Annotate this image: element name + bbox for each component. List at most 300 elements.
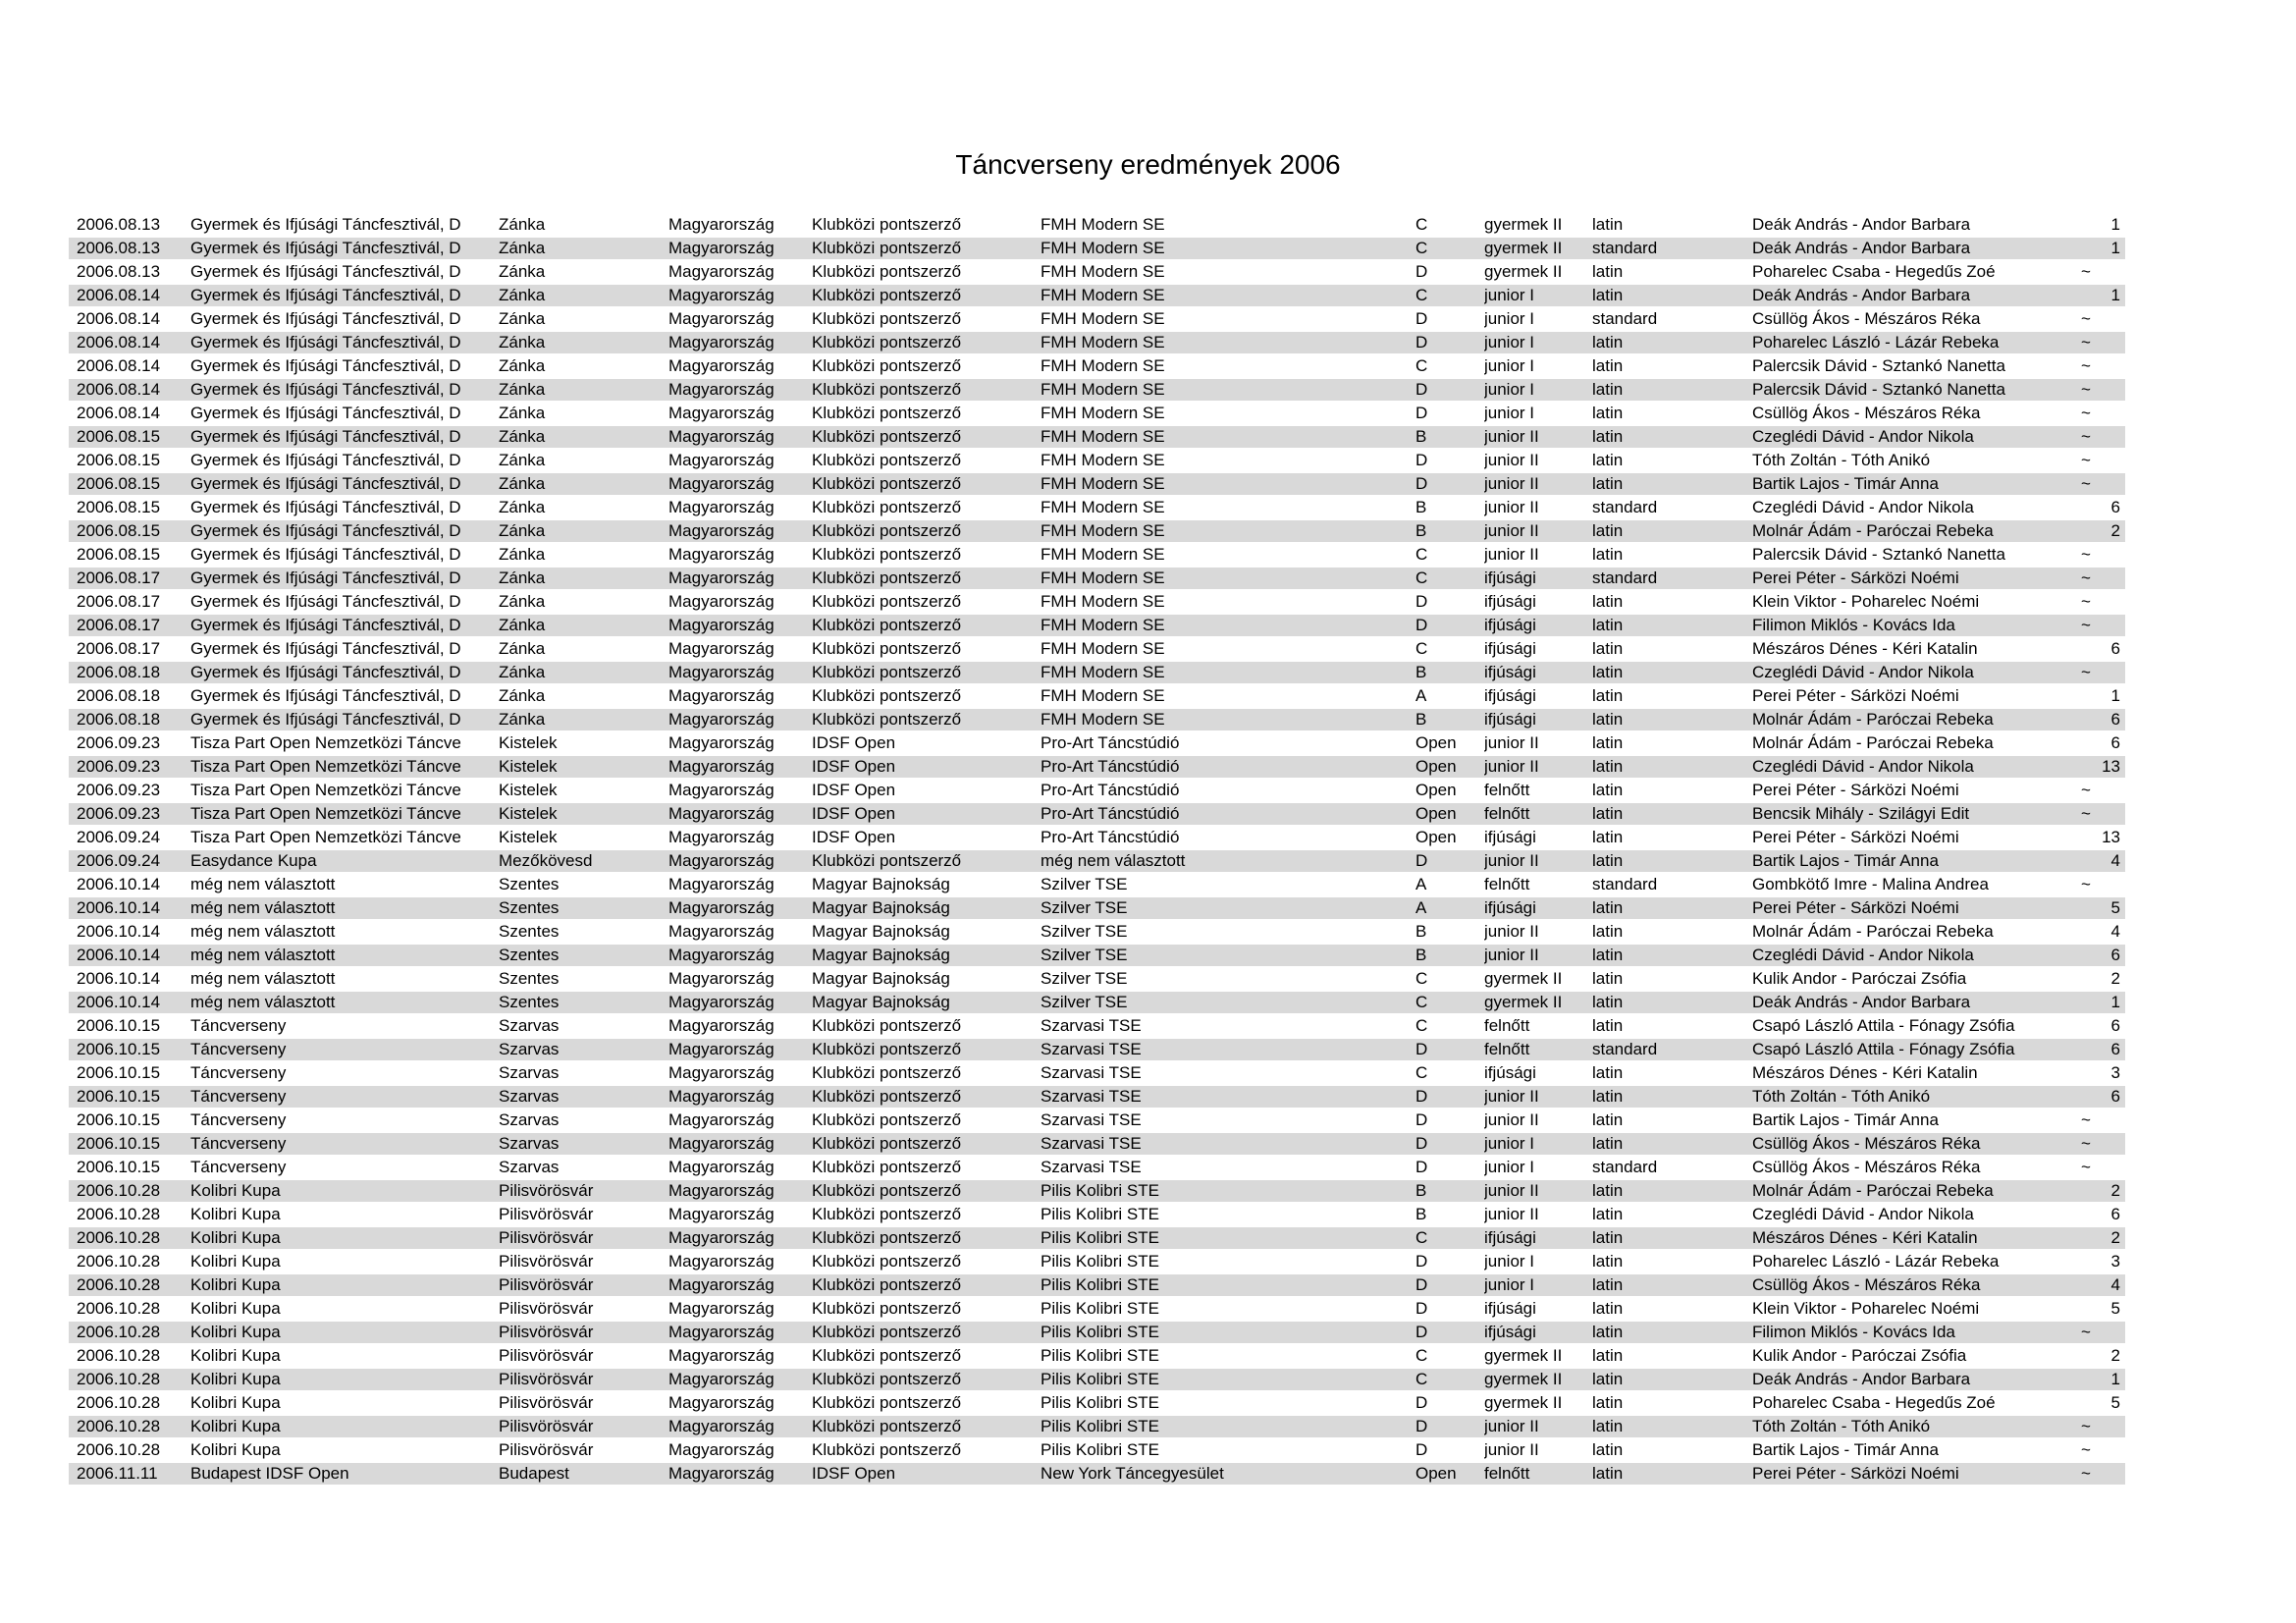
cell-result: ~: [2081, 875, 2091, 893]
cell-couple: Kulik Andor - Paróczai Zsófia: [1752, 969, 1967, 988]
cell-country: Magyarország: [668, 1040, 774, 1058]
cell-age_group: junior II: [1484, 1087, 1539, 1106]
cell-club: Pilis Kolibri STE: [1041, 1275, 1159, 1294]
cell-club: FMH Modern SE: [1041, 498, 1165, 516]
cell-event: Gyermek és Ifjúsági Táncfesztivál, D: [190, 309, 461, 328]
cell-country: Magyarország: [668, 1346, 774, 1365]
cell-competition_type: Klubközi pontszerző: [812, 568, 962, 587]
cell-couple: Palercsik Dávid - Sztankó Nanetta: [1752, 356, 2005, 375]
cell-club: FMH Modern SE: [1041, 404, 1165, 422]
cell-couple: Poharelec Csaba - Hegedűs Zoé: [1752, 262, 1996, 281]
cell-style: standard: [1592, 239, 1658, 257]
cell-couple: Deák András - Andor Barbara: [1752, 1370, 1971, 1388]
cell-competition_type: Klubközi pontszerző: [812, 1346, 962, 1365]
cell-class: C: [1415, 568, 1428, 587]
cell-country: Magyarország: [668, 1440, 774, 1459]
table-row: [69, 638, 2125, 662]
cell-competition_type: Magyar Bajnokság: [812, 946, 950, 964]
cell-couple: Molnár Ádám - Paróczai Rebeka: [1752, 733, 1994, 752]
cell-competition_type: Magyar Bajnokság: [812, 922, 950, 941]
cell-date: 2006.08.14: [77, 404, 161, 422]
cell-couple: Csüllög Ákos - Mészáros Réka: [1752, 1158, 1981, 1176]
cell-result: ~: [2081, 380, 2091, 399]
cell-club: Szarvasi TSE: [1041, 1040, 1142, 1058]
cell-competition_type: Klubközi pontszerző: [812, 1228, 962, 1247]
cell-location: Zánka: [499, 474, 546, 493]
cell-class: B: [1415, 427, 1427, 446]
cell-date: 2006.08.17: [77, 616, 161, 634]
cell-competition_type: IDSF Open: [812, 804, 896, 823]
cell-club: Pilis Kolibri STE: [1041, 1181, 1159, 1200]
cell-club: FMH Modern SE: [1041, 427, 1165, 446]
table-row: [69, 497, 2125, 520]
table-row: [69, 1369, 2125, 1392]
cell-result: ~: [2081, 1417, 2091, 1435]
table-row: [69, 1015, 2125, 1039]
cell-location: Zánka: [499, 309, 546, 328]
cell-competition_type: Klubközi pontszerző: [812, 380, 962, 399]
cell-club: Pilis Kolibri STE: [1041, 1370, 1159, 1388]
cell-date: 2006.08.13: [77, 239, 161, 257]
cell-couple: Deák András - Andor Barbara: [1752, 239, 1971, 257]
cell-event: még nem választott: [190, 922, 336, 941]
cell-competition_type: Klubközi pontszerző: [812, 1299, 962, 1318]
cell-club: FMH Modern SE: [1041, 333, 1165, 352]
cell-class: D: [1415, 1299, 1428, 1318]
cell-result: 13: [2102, 757, 2120, 776]
cell-country: Magyarország: [668, 498, 774, 516]
cell-date: 2006.11.11: [77, 1464, 158, 1483]
cell-style: latin: [1592, 427, 1624, 446]
table-row: [69, 1251, 2125, 1274]
cell-club: FMH Modern SE: [1041, 663, 1165, 681]
cell-club: Szilver TSE: [1041, 875, 1128, 893]
cell-event: Gyermek és Ifjúsági Táncfesztivál, D: [190, 404, 461, 422]
cell-age_group: junior I: [1484, 1275, 1535, 1294]
cell-class: D: [1415, 309, 1428, 328]
cell-club: FMH Modern SE: [1041, 356, 1165, 375]
table-row: [69, 850, 2125, 874]
cell-event: Gyermek és Ifjúsági Táncfesztivál, D: [190, 616, 461, 634]
cell-event: Gyermek és Ifjúsági Táncfesztivál, D: [190, 521, 461, 540]
cell-location: Zánka: [499, 710, 546, 729]
cell-event: Kolibri Kupa: [190, 1205, 281, 1223]
cell-style: latin: [1592, 804, 1624, 823]
cell-age_group: gyermek II: [1484, 993, 1563, 1011]
cell-class: D: [1415, 1110, 1428, 1129]
cell-club: FMH Modern SE: [1041, 286, 1165, 304]
cell-competition_type: Klubközi pontszerző: [812, 616, 962, 634]
cell-competition_type: Klubközi pontszerző: [812, 309, 962, 328]
cell-location: Zánka: [499, 333, 546, 352]
cell-couple: Molnár Ádám - Paróczai Rebeka: [1752, 922, 1994, 941]
cell-class: D: [1415, 1417, 1428, 1435]
cell-class: D: [1415, 1158, 1428, 1176]
cell-country: Magyarország: [668, 545, 774, 564]
cell-club: Pilis Kolibri STE: [1041, 1252, 1159, 1271]
cell-age_group: felnőtt: [1484, 804, 1530, 823]
cell-class: B: [1415, 946, 1427, 964]
cell-result: 6: [2110, 498, 2120, 516]
table-row: [69, 1416, 2125, 1439]
cell-event: Táncverseny: [190, 1110, 287, 1129]
cell-country: Magyarország: [668, 474, 774, 493]
cell-style: latin: [1592, 1181, 1624, 1200]
cell-style: latin: [1592, 616, 1624, 634]
cell-age_group: junior II: [1484, 757, 1539, 776]
cell-result: 6: [2110, 1087, 2120, 1106]
cell-competition_type: Magyar Bajnokság: [812, 875, 950, 893]
cell-result: 3: [2110, 1252, 2120, 1271]
cell-event: Kolibri Kupa: [190, 1181, 281, 1200]
cell-date: 2006.08.15: [77, 451, 161, 469]
table-row: [69, 473, 2125, 497]
cell-event: Gyermek és Ifjúsági Táncfesztivál, D: [190, 710, 461, 729]
cell-competition_type: Klubközi pontszerző: [812, 1323, 962, 1341]
cell-style: latin: [1592, 474, 1624, 493]
cell-country: Magyarország: [668, 1252, 774, 1271]
cell-event: Gyermek és Ifjúsági Táncfesztivál, D: [190, 592, 461, 611]
cell-location: Szentes: [499, 969, 560, 988]
cell-result: 6: [2110, 733, 2120, 752]
cell-class: D: [1415, 851, 1428, 870]
cell-country: Magyarország: [668, 969, 774, 988]
cell-event: Gyermek és Ifjúsági Táncfesztivál, D: [190, 427, 461, 446]
cell-couple: Bartik Lajos - Timár Anna: [1752, 1110, 1939, 1129]
cell-country: Magyarország: [668, 781, 774, 799]
cell-country: Magyarország: [668, 404, 774, 422]
cell-style: latin: [1592, 262, 1624, 281]
cell-style: latin: [1592, 380, 1624, 399]
cell-club: Pilis Kolibri STE: [1041, 1417, 1159, 1435]
cell-location: Pilisvörösvár: [499, 1323, 594, 1341]
cell-age_group: junior II: [1484, 733, 1539, 752]
cell-club: Szilver TSE: [1041, 946, 1128, 964]
table-row: [69, 544, 2125, 568]
cell-style: latin: [1592, 898, 1624, 917]
cell-result: 6: [2110, 1016, 2120, 1035]
cell-club: Szarvasi TSE: [1041, 1087, 1142, 1106]
cell-age_group: ifjúsági: [1484, 663, 1536, 681]
cell-date: 2006.08.15: [77, 521, 161, 540]
cell-couple: Deák András - Andor Barbara: [1752, 993, 1971, 1011]
cell-age_group: junior I: [1484, 1252, 1535, 1271]
cell-age_group: junior I: [1484, 286, 1535, 304]
cell-location: Zánka: [499, 498, 546, 516]
cell-age_group: felnőtt: [1484, 875, 1530, 893]
cell-age_group: junior II: [1484, 922, 1539, 941]
cell-couple: Czeglédi Dávid - Andor Nikola: [1752, 946, 1974, 964]
cell-competition_type: Magyar Bajnokság: [812, 898, 950, 917]
cell-age_group: ifjúsági: [1484, 639, 1536, 658]
cell-location: Zánka: [499, 404, 546, 422]
table-row: [69, 332, 2125, 355]
cell-competition_type: Magyar Bajnokság: [812, 969, 950, 988]
cell-couple: Perei Péter - Sárközi Noémi: [1752, 568, 1959, 587]
cell-country: Magyarország: [668, 568, 774, 587]
cell-date: 2006.09.23: [77, 733, 161, 752]
cell-club: Pilis Kolibri STE: [1041, 1228, 1159, 1247]
cell-class: D: [1415, 1252, 1428, 1271]
cell-event: Táncverseny: [190, 1087, 287, 1106]
cell-date: 2006.10.14: [77, 969, 161, 988]
table-row: [69, 992, 2125, 1015]
cell-age_group: gyermek II: [1484, 969, 1563, 988]
cell-country: Magyarország: [668, 710, 774, 729]
cell-competition_type: Klubközi pontszerző: [812, 498, 962, 516]
cell-date: 2006.09.23: [77, 804, 161, 823]
cell-age_group: junior II: [1484, 1417, 1539, 1435]
cell-competition_type: IDSF Open: [812, 828, 896, 846]
cell-style: latin: [1592, 1417, 1624, 1435]
cell-result: 2: [2110, 1346, 2120, 1365]
cell-date: 2006.10.14: [77, 875, 161, 893]
cell-event: Tisza Part Open Nemzetközi Táncve: [190, 828, 461, 846]
table-row: [69, 355, 2125, 379]
cell-club: FMH Modern SE: [1041, 262, 1165, 281]
cell-date: 2006.08.15: [77, 545, 161, 564]
cell-competition_type: Klubközi pontszerző: [812, 1063, 962, 1082]
cell-style: latin: [1592, 639, 1624, 658]
cell-country: Magyarország: [668, 922, 774, 941]
cell-date: 2006.10.28: [77, 1370, 161, 1388]
cell-age_group: junior II: [1484, 451, 1539, 469]
cell-country: Magyarország: [668, 451, 774, 469]
cell-club: Szarvasi TSE: [1041, 1110, 1142, 1129]
cell-country: Magyarország: [668, 828, 774, 846]
cell-event: Kolibri Kupa: [190, 1299, 281, 1318]
cell-competition_type: Klubközi pontszerző: [812, 521, 962, 540]
cell-age_group: junior I: [1484, 333, 1535, 352]
cell-competition_type: Klubközi pontszerző: [812, 474, 962, 493]
table-row: [69, 968, 2125, 992]
cell-country: Magyarország: [668, 592, 774, 611]
cell-style: latin: [1592, 1346, 1624, 1365]
cell-result: 3: [2110, 1063, 2120, 1082]
cell-class: B: [1415, 710, 1427, 729]
cell-result: ~: [2081, 262, 2091, 281]
cell-result: ~: [2081, 356, 2091, 375]
cell-couple: Deák András - Andor Barbara: [1752, 215, 1971, 234]
cell-result: ~: [2081, 781, 2091, 799]
cell-result: 2: [2110, 1181, 2120, 1200]
table-row: [69, 1439, 2125, 1463]
cell-country: Magyarország: [668, 616, 774, 634]
cell-event: Gyermek és Ifjúsági Táncfesztivál, D: [190, 262, 461, 281]
cell-result: ~: [2081, 1134, 2091, 1153]
cell-couple: Deák András - Andor Barbara: [1752, 286, 1971, 304]
cell-event: Tisza Part Open Nemzetközi Táncve: [190, 804, 461, 823]
cell-event: Gyermek és Ifjúsági Táncfesztivál, D: [190, 380, 461, 399]
cell-style: latin: [1592, 828, 1624, 846]
cell-country: Magyarország: [668, 686, 774, 705]
cell-country: Magyarország: [668, 851, 774, 870]
cell-class: D: [1415, 380, 1428, 399]
cell-country: Magyarország: [668, 262, 774, 281]
cell-couple: Csüllög Ákos - Mészáros Réka: [1752, 404, 1981, 422]
cell-club: New York Táncegyesület: [1041, 1464, 1224, 1483]
cell-age_group: gyermek II: [1484, 239, 1563, 257]
cell-age_group: junior II: [1484, 498, 1539, 516]
cell-class: C: [1415, 1370, 1428, 1388]
table-row: [69, 1227, 2125, 1251]
cell-class: C: [1415, 545, 1428, 564]
cell-date: 2006.08.18: [77, 686, 161, 705]
cell-location: Mezőkövesd: [499, 851, 593, 870]
cell-class: Open: [1415, 781, 1457, 799]
cell-age_group: junior II: [1484, 474, 1539, 493]
cell-couple: Perei Péter - Sárközi Noémi: [1752, 781, 1959, 799]
cell-class: C: [1415, 286, 1428, 304]
cell-couple: Czeglédi Dávid - Andor Nikola: [1752, 427, 1974, 446]
cell-location: Kistelek: [499, 828, 558, 846]
cell-result: ~: [2081, 545, 2091, 564]
cell-event: Gyermek és Ifjúsági Táncfesztivál, D: [190, 686, 461, 705]
cell-style: latin: [1592, 521, 1624, 540]
cell-country: Magyarország: [668, 639, 774, 658]
cell-result: 4: [2110, 851, 2120, 870]
cell-date: 2006.08.14: [77, 309, 161, 328]
cell-result: 4: [2110, 1275, 2120, 1294]
cell-date: 2006.10.14: [77, 993, 161, 1011]
cell-style: latin: [1592, 286, 1624, 304]
cell-result: ~: [2081, 1158, 2091, 1176]
cell-style: standard: [1592, 1040, 1658, 1058]
table-row: [69, 1109, 2125, 1133]
cell-club: Pilis Kolibri STE: [1041, 1205, 1159, 1223]
cell-event: Tisza Part Open Nemzetközi Táncve: [190, 733, 461, 752]
cell-country: Magyarország: [668, 663, 774, 681]
cell-event: Gyermek és Ifjúsági Táncfesztivál, D: [190, 639, 461, 658]
table-row: [69, 214, 2125, 238]
cell-result: 1: [2110, 686, 2120, 705]
cell-style: latin: [1592, 1063, 1624, 1082]
cell-event: Kolibri Kupa: [190, 1346, 281, 1365]
cell-club: Pilis Kolibri STE: [1041, 1346, 1159, 1365]
cell-competition_type: Klubközi pontszerző: [812, 404, 962, 422]
cell-club: Pro-Art Táncstúdió: [1041, 733, 1180, 752]
cell-age_group: ifjúsági: [1484, 710, 1536, 729]
cell-event: még nem választott: [190, 993, 336, 1011]
cell-style: latin: [1592, 922, 1624, 941]
cell-location: Zánka: [499, 545, 546, 564]
cell-country: Magyarország: [668, 1087, 774, 1106]
cell-result: ~: [2081, 663, 2091, 681]
cell-location: Pilisvörösvár: [499, 1228, 594, 1247]
cell-event: Kolibri Kupa: [190, 1417, 281, 1435]
cell-competition_type: Klubközi pontszerző: [812, 451, 962, 469]
cell-style: latin: [1592, 215, 1624, 234]
cell-class: C: [1415, 1063, 1428, 1082]
cell-country: Magyarország: [668, 1016, 774, 1035]
cell-class: Open: [1415, 733, 1457, 752]
cell-location: Zánka: [499, 380, 546, 399]
cell-couple: Perei Péter - Sárközi Noémi: [1752, 828, 1959, 846]
cell-event: Táncverseny: [190, 1016, 287, 1035]
cell-style: latin: [1592, 663, 1624, 681]
table-row: [69, 1062, 2125, 1086]
cell-date: 2006.08.15: [77, 427, 161, 446]
cell-date: 2006.08.17: [77, 639, 161, 658]
cell-country: Magyarország: [668, 1110, 774, 1129]
cell-style: latin: [1592, 1275, 1624, 1294]
cell-date: 2006.10.15: [77, 1134, 161, 1153]
cell-result: ~: [2081, 592, 2091, 611]
cell-age_group: junior I: [1484, 380, 1535, 399]
cell-event: Easydance Kupa: [190, 851, 317, 870]
cell-result: ~: [2081, 333, 2091, 352]
cell-date: 2006.10.28: [77, 1346, 161, 1365]
cell-date: 2006.10.28: [77, 1228, 161, 1247]
cell-country: Magyarország: [668, 380, 774, 399]
cell-location: Pilisvörösvár: [499, 1346, 594, 1365]
cell-date: 2006.10.28: [77, 1440, 161, 1459]
cell-competition_type: Klubközi pontszerző: [812, 851, 962, 870]
cell-event: Gyermek és Ifjúsági Táncfesztivál, D: [190, 451, 461, 469]
cell-date: 2006.10.15: [77, 1063, 161, 1082]
table-row: [69, 285, 2125, 308]
cell-club: FMH Modern SE: [1041, 639, 1165, 658]
cell-event: Kolibri Kupa: [190, 1252, 281, 1271]
cell-style: latin: [1592, 1134, 1624, 1153]
cell-competition_type: Klubközi pontszerző: [812, 333, 962, 352]
cell-style: latin: [1592, 1370, 1624, 1388]
cell-couple: Bartik Lajos - Timár Anna: [1752, 474, 1939, 493]
cell-competition_type: Klubközi pontszerző: [812, 592, 962, 611]
cell-age_group: junior I: [1484, 309, 1535, 328]
cell-result: ~: [2081, 568, 2091, 587]
cell-age_group: ifjúsági: [1484, 592, 1536, 611]
cell-competition_type: Klubközi pontszerző: [812, 262, 962, 281]
cell-club: FMH Modern SE: [1041, 451, 1165, 469]
cell-class: B: [1415, 498, 1427, 516]
cell-country: Magyarország: [668, 1134, 774, 1153]
cell-age_group: junior I: [1484, 356, 1535, 375]
cell-couple: Czeglédi Dávid - Andor Nikola: [1752, 663, 1974, 681]
cell-style: latin: [1592, 1323, 1624, 1341]
cell-class: Open: [1415, 828, 1457, 846]
cell-class: Open: [1415, 757, 1457, 776]
cell-event: Gyermek és Ifjúsági Táncfesztivál, D: [190, 215, 461, 234]
cell-location: Zánka: [499, 616, 546, 634]
cell-class: D: [1415, 262, 1428, 281]
cell-class: D: [1415, 333, 1428, 352]
cell-event: Gyermek és Ifjúsági Táncfesztivál, D: [190, 333, 461, 352]
table-row: [69, 520, 2125, 544]
cell-country: Magyarország: [668, 1299, 774, 1318]
cell-event: Gyermek és Ifjúsági Táncfesztivál, D: [190, 545, 461, 564]
cell-style: latin: [1592, 1464, 1624, 1483]
cell-couple: Mészáros Dénes - Kéri Katalin: [1752, 639, 1978, 658]
cell-club: FMH Modern SE: [1041, 686, 1165, 705]
cell-country: Magyarország: [668, 946, 774, 964]
cell-age_group: junior II: [1484, 946, 1539, 964]
cell-result: 2: [2110, 521, 2120, 540]
cell-competition_type: Klubközi pontszerző: [812, 427, 962, 446]
cell-date: 2006.08.14: [77, 380, 161, 399]
cell-event: Kolibri Kupa: [190, 1370, 281, 1388]
cell-result: ~: [2081, 1464, 2091, 1483]
cell-age_group: gyermek II: [1484, 1370, 1563, 1388]
cell-country: Magyarország: [668, 356, 774, 375]
cell-date: 2006.10.28: [77, 1417, 161, 1435]
cell-country: Magyarország: [668, 1205, 774, 1223]
cell-country: Magyarország: [668, 1228, 774, 1247]
cell-couple: Mészáros Dénes - Kéri Katalin: [1752, 1063, 1978, 1082]
cell-location: Szentes: [499, 922, 560, 941]
cell-location: Kistelek: [499, 757, 558, 776]
cell-event: Kolibri Kupa: [190, 1323, 281, 1341]
